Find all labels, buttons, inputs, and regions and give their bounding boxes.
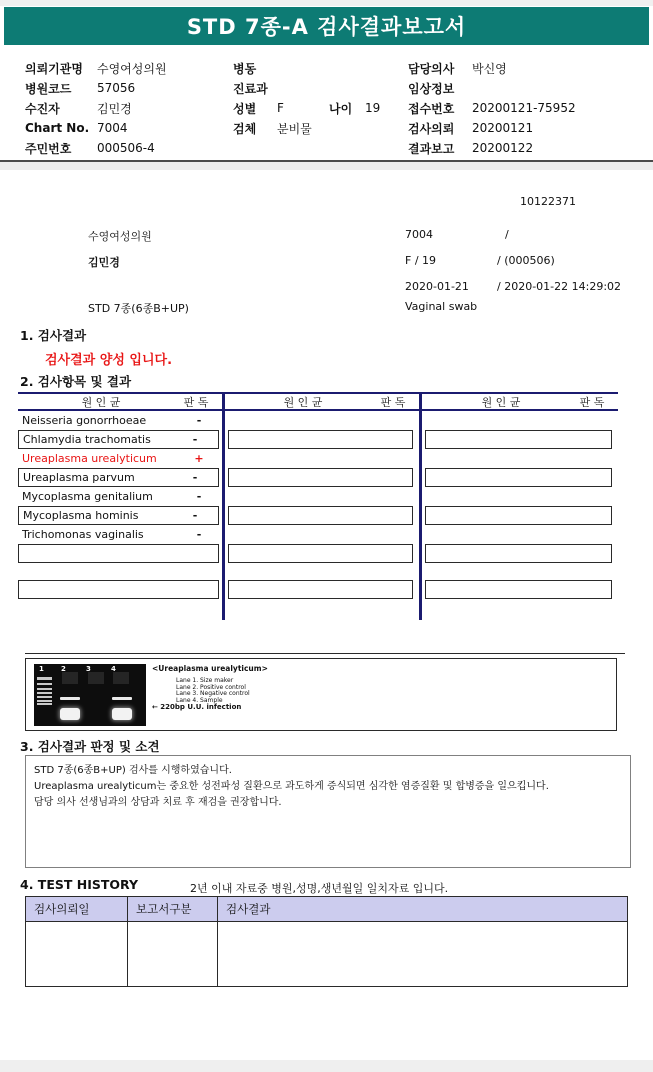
empty-result-row	[425, 468, 612, 487]
history-cell	[128, 922, 218, 987]
organism-name: Chlamydia trachomatis	[23, 433, 151, 446]
result-table-col2	[222, 392, 419, 620]
result-table-header	[18, 392, 222, 411]
field-label: 의뢰기관명	[25, 61, 83, 76]
organism-row	[18, 525, 222, 544]
organism-row	[18, 411, 222, 430]
history-cell	[218, 922, 628, 987]
gel-primer-dimer-lane2	[60, 708, 80, 720]
opinion-line: Ureaplasma urealyticum는 중요한 성전파성 질환으로 과도하게 증식되면 심각한 염증질환 및 합병증을 일으킵니다.	[34, 781, 549, 792]
field-label: 병동	[233, 61, 257, 76]
info-row	[25, 118, 233, 138]
gel-band-label: ← 220bp U.U. infection	[152, 703, 242, 711]
info-row	[233, 118, 408, 138]
field-label: 성별	[233, 101, 257, 116]
section3-heading: 3. 검사결과 판정 및 소견	[20, 739, 160, 754]
empty-result-row	[228, 506, 413, 525]
preview-test-name: STD 7종(6종B+UP)	[88, 302, 189, 315]
empty-result-row	[425, 580, 612, 599]
overall-result-text: 검사결과 양성 입니다.	[45, 353, 173, 368]
field-value: 000506-4	[97, 141, 155, 155]
gel-title: <Ureaplasma urealyticum>	[152, 664, 268, 673]
organism-row	[18, 506, 219, 525]
preview-report-datetime: / 2020-01-22 14:29:02	[497, 280, 622, 293]
empty-result-row	[425, 506, 612, 525]
gel-band-lane2	[60, 697, 80, 700]
header-result: 판 독	[579, 395, 605, 409]
section1-heading: 1. 검사결과	[20, 328, 87, 343]
preview-specimen: Vaginal swab	[405, 300, 478, 313]
field-value: 20200121	[472, 121, 534, 135]
organism-row	[18, 487, 222, 506]
opinion-line: STD 7종(6종B+UP) 검사를 시행하였습니다.	[34, 765, 232, 776]
organism-row-positive	[18, 449, 222, 468]
header-result: 판 독	[380, 395, 406, 409]
field-value: 분비물	[277, 121, 312, 136]
preview-hospital: 수영여성의원	[88, 230, 152, 243]
info-row	[25, 138, 233, 158]
header-organism: 원 인 균	[81, 395, 121, 409]
gel-lane-number: 2	[61, 665, 66, 673]
bottom-strip	[0, 1060, 653, 1072]
info-row	[25, 78, 233, 98]
header-organism: 원 인 균	[481, 395, 521, 409]
gel-smear	[62, 672, 78, 684]
organism-result: -	[192, 471, 198, 484]
empty-result-row	[228, 580, 413, 599]
empty-result-row	[228, 468, 413, 487]
field-value: 57056	[97, 81, 136, 95]
field-value: 김민경	[97, 101, 132, 116]
table-gap	[225, 563, 419, 580]
gel-lane-number: 4	[111, 665, 116, 673]
preview-sex-age: F / 19	[405, 254, 437, 267]
result-table	[18, 392, 618, 620]
gel-legend-line: Lane 4. Sample	[176, 696, 223, 704]
field-value: 박신영	[472, 61, 507, 76]
empty-result-row	[228, 544, 413, 563]
history-header-row	[26, 897, 628, 922]
gel-smear	[113, 672, 129, 684]
gel-legend-line: Lane 3. Negative control	[176, 690, 250, 697]
empty-result-row	[422, 411, 618, 430]
field-label: 접수번호	[408, 101, 455, 116]
gel-band-lane4	[112, 697, 132, 700]
result-table-header	[422, 392, 618, 411]
result-table-col3	[419, 392, 618, 620]
history-cell	[26, 922, 128, 987]
history-header-result: 검사결과	[218, 897, 628, 922]
empty-result-row	[225, 411, 419, 430]
empty-result-row	[422, 487, 618, 506]
info-row	[233, 98, 408, 118]
organism-result: -	[196, 528, 202, 541]
organism-row	[18, 430, 219, 449]
field-label: Chart No.	[25, 121, 90, 135]
organism-row	[18, 468, 219, 487]
field-label: 임상정보	[408, 81, 455, 96]
field-label: 병원코드	[25, 81, 72, 96]
history-note: 2년 이내 자료중 병원,성명,생년월일 일치자료 입니다.	[190, 882, 449, 895]
top-strip	[0, 0, 653, 6]
gel-result-box	[25, 658, 617, 731]
result-table-col1	[18, 392, 222, 620]
field-value: F	[277, 101, 284, 115]
header-result: 판 독	[183, 395, 209, 409]
result-table-header	[225, 392, 419, 411]
preview-chart-no: 7004	[405, 228, 433, 241]
field-label: 검사의뢰	[408, 121, 455, 136]
opinion-box	[25, 755, 631, 868]
gel-smear	[88, 672, 104, 684]
preview-birth: / (000506)	[497, 254, 555, 267]
header-organism: 원 인 균	[283, 395, 323, 409]
table-gap	[422, 563, 618, 580]
section2-heading: 2. 검사항목 및 결과	[20, 374, 132, 389]
opinion-line: 담당 의사 선생님과의 상담과 치료 후 재검을 권장합니다.	[34, 797, 282, 808]
field-label: 진료과	[233, 81, 268, 96]
report-title: STD 7종-A 검사결과보고서	[186, 15, 467, 39]
gel-primer-dimer-lane4	[112, 708, 132, 720]
history-header-report-type: 보고서구분	[128, 897, 218, 922]
info-row	[25, 58, 233, 78]
field-label: 결과보고	[408, 141, 455, 156]
section4-heading: 4. TEST HISTORY	[20, 877, 139, 892]
organism-result: -	[196, 414, 202, 427]
history-header-request-date: 검사의뢰일	[26, 897, 128, 922]
report-id-number: 10122371	[520, 195, 576, 208]
field-value: 수영여성의원	[97, 61, 167, 76]
organism-name: Mycoplasma hominis	[23, 509, 139, 522]
info-row	[408, 78, 643, 98]
empty-result-row	[425, 544, 612, 563]
field-label: 나이	[329, 101, 353, 116]
gel-lane-number: 1	[39, 665, 44, 673]
preview-patient-name: 김민경	[88, 256, 120, 269]
info-row	[408, 118, 643, 138]
patient-info	[25, 58, 643, 158]
empty-result-row	[425, 430, 612, 449]
info-row	[233, 78, 408, 98]
empty-result-row	[18, 580, 219, 599]
field-label: 수진자	[25, 101, 60, 116]
gel-legend	[176, 678, 250, 704]
gel-lane-number: 3	[86, 665, 91, 673]
gel-legend-line: Lane 1. Size maker	[176, 677, 234, 684]
table-gap	[18, 563, 222, 580]
field-value: 7004	[97, 121, 128, 135]
patient-info-col1	[25, 58, 233, 158]
info-row	[408, 138, 643, 158]
empty-result-row	[225, 487, 419, 506]
info-row	[408, 98, 643, 118]
preview-request-date: 2020-01-21	[405, 280, 469, 293]
organism-name: Ureaplasma urealyticum	[22, 452, 157, 465]
history-empty-row	[26, 922, 628, 987]
gel-electrophoresis-image	[34, 664, 146, 726]
empty-result-row	[18, 544, 219, 563]
info-row	[25, 98, 233, 118]
field-label: 주민번호	[25, 141, 72, 156]
info-row	[408, 58, 643, 78]
empty-result-row	[225, 525, 419, 544]
empty-result-row	[422, 449, 618, 468]
field-value: 19	[365, 101, 381, 115]
gel-legend-line: Lane 2. Positive control	[176, 683, 246, 691]
report-title-band	[4, 7, 649, 45]
gel-section-divider	[25, 653, 625, 654]
info-row	[233, 58, 408, 78]
test-history-table	[25, 896, 628, 987]
empty-result-row	[422, 525, 618, 544]
section-divider-strip	[0, 162, 653, 170]
organism-result: +	[194, 452, 204, 465]
organism-result: -	[192, 509, 198, 522]
organism-name: Mycoplasma genitalium	[22, 490, 153, 503]
patient-info-col2	[233, 58, 408, 158]
empty-result-row	[228, 430, 413, 449]
organism-name: Ureaplasma parvum	[23, 471, 135, 484]
patient-info-col3	[408, 58, 643, 158]
field-label: 검체	[233, 121, 257, 136]
organism-result: -	[196, 490, 202, 503]
organism-name: Neisseria gonorrhoeae	[22, 414, 147, 427]
organism-name: Trichomonas vaginalis	[22, 528, 144, 541]
preview-slash: /	[505, 228, 509, 241]
report-preview	[0, 170, 653, 330]
field-label: 담당의사	[408, 61, 455, 76]
organism-result: -	[192, 433, 198, 446]
field-value: 20200121-75952	[472, 101, 576, 115]
empty-result-row	[225, 449, 419, 468]
field-value: 20200122	[472, 141, 534, 155]
